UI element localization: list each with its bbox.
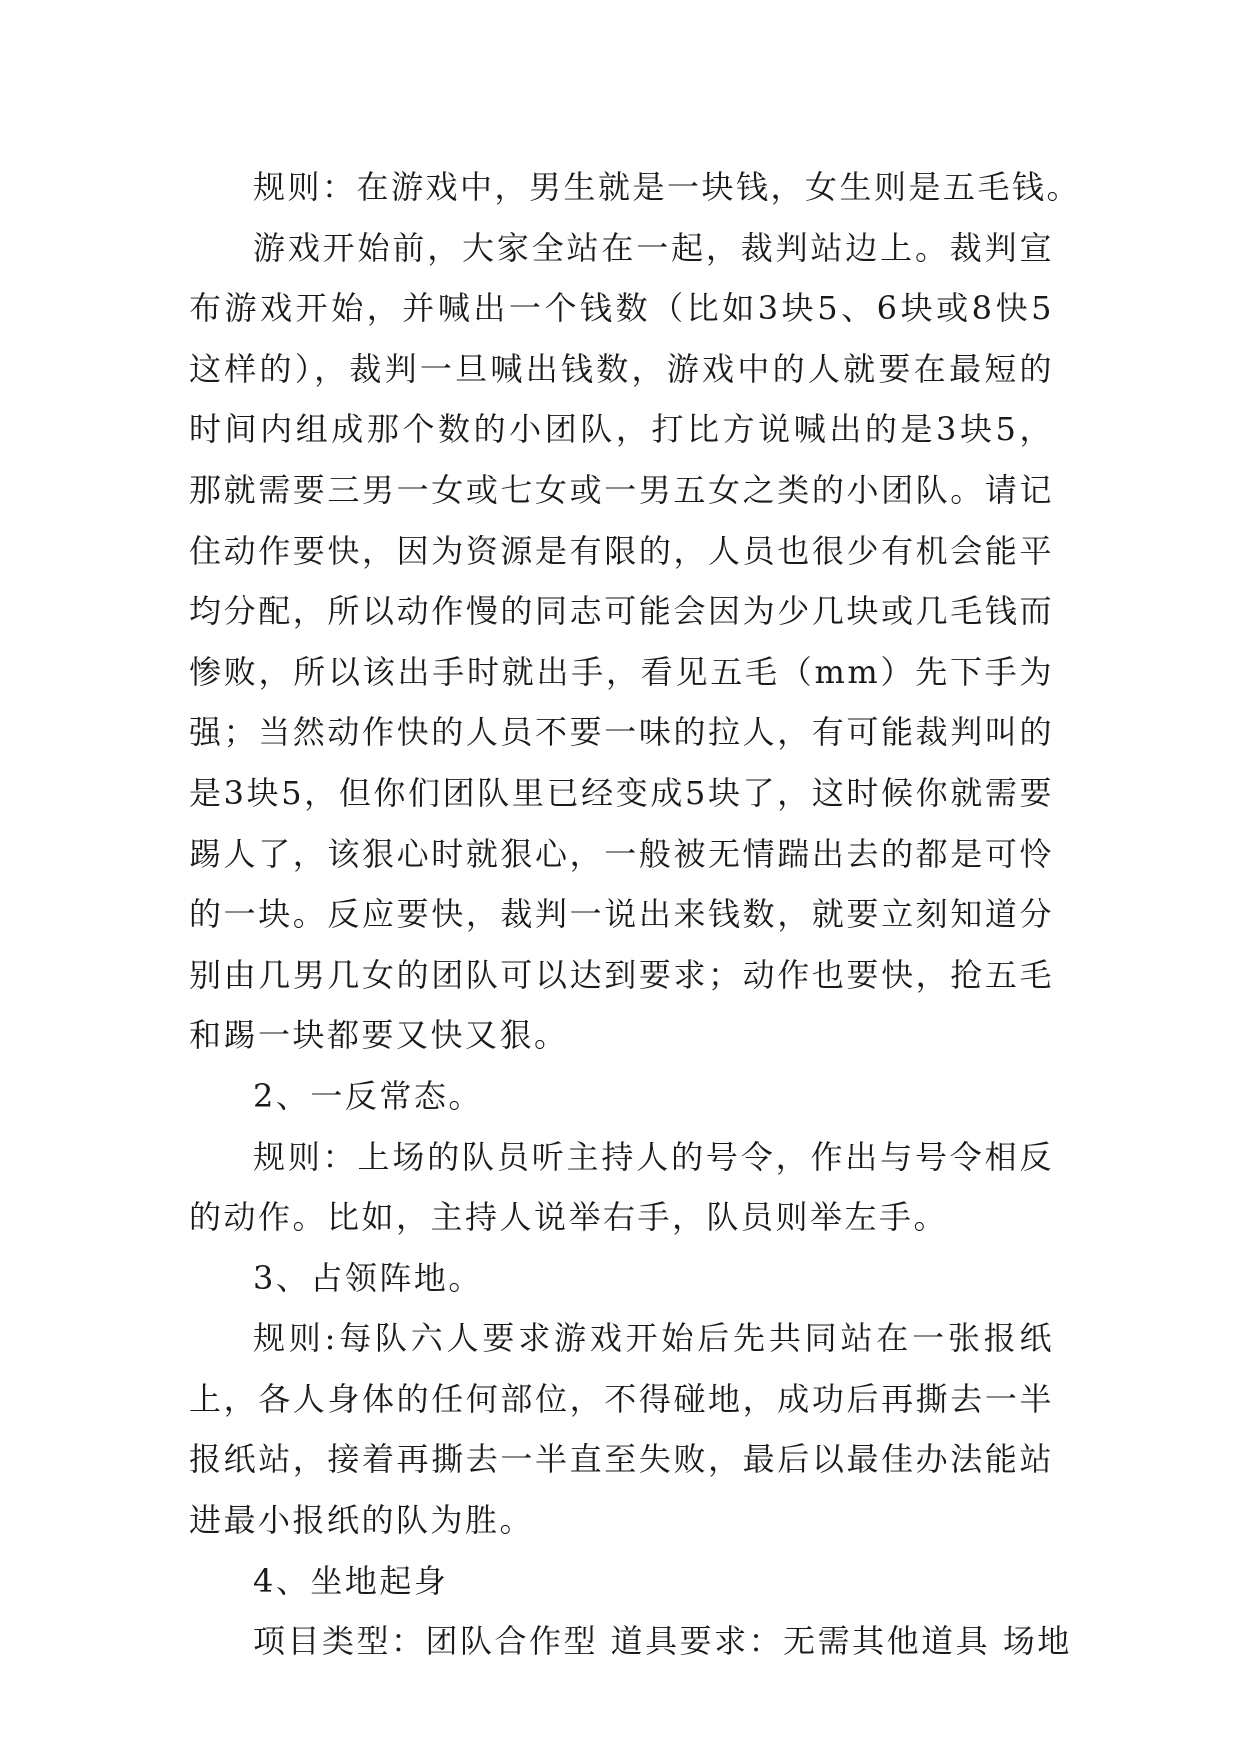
paragraph-project-type: 项目类型：团队合作型 道具要求：无需其他道具 场地 <box>253 1622 1072 1661</box>
heading-game-4: 4、坐地起身 <box>253 1561 449 1600</box>
paragraph-rule-newspaper: 规则:每队六人要求游戏开始后先共同站在一张报纸上，各人身体的任何部位，不得碰地，成功后再撕去一半报纸站，接着再撕去一半直至失败，最后以最佳办法能站进最小报纸的队为胜。 <box>189 1319 1054 1540</box>
paragraph-game-description: 游戏开始前，大家全站在一起，裁判站边上。裁判宣布游戏开始，并喊出一个钱数（比如3块5、6块或8快5这样的），裁判一旦喊出钱数，游戏中的人就要在最短的时间内组成那个数的小团队，打比方说喊出的是3块5，那就需要三男一女或七女或一男五女之类的小团队。请记住动作要快，因为资源是有限的，人员也很少有机会能平均分配，所以动作慢的同志可能会因为少几块或几毛钱而惨败，所以该出手时就出手，看见五毛（mm）先下手为强；当然动作快的人员不要一味的拉人，有可能裁判叫的是3块5，但你们团队里已经变成5块了，这时候你就需要踢人了，该狠心时就狠心，一般被无情踹出去的都是可怜的一块。反应要快，裁判一说出来钱数，就要立刻知道分别由几男几女的团队可以达到要求；动作也要快，抢五毛和踢一块都要又快又狠。 <box>189 228 1054 1055</box>
heading-game-3: 3、占领阵地。 <box>253 1258 483 1297</box>
document-body <box>189 157 1082 1672</box>
paragraph-rule-opposite: 规则：上场的队员听主持人的号令，作出与号令相反的动作。比如，主持人说举右手，队员则举左手。 <box>189 1137 1054 1237</box>
heading-game-2: 2、一反常态。 <box>253 1076 483 1115</box>
paragraph-rule-money: 规则：在游戏中，男生就是一块钱，女生则是五毛钱。 <box>253 168 1082 206</box>
